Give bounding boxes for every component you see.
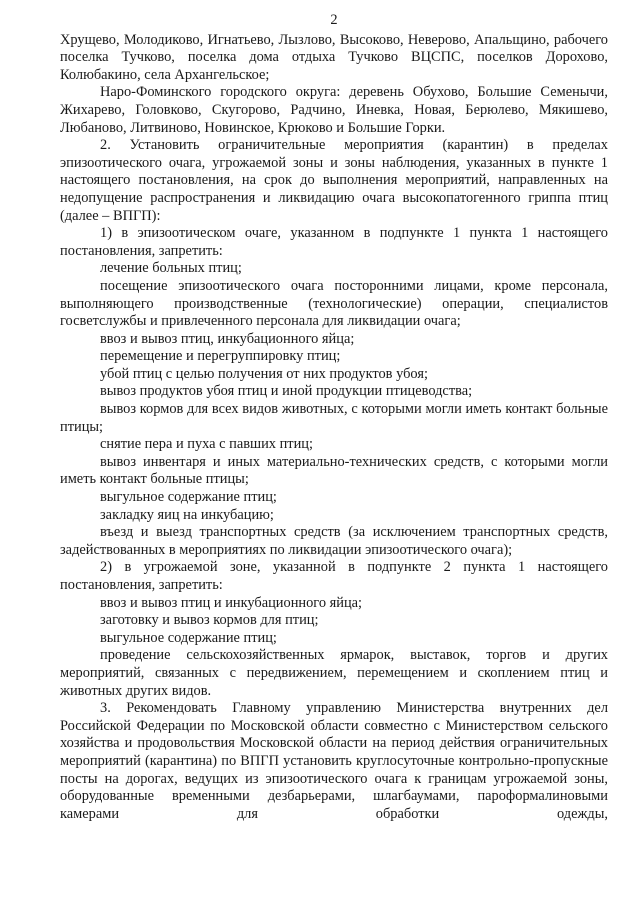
list-item-relocation: перемещение и перегруппировку птиц;: [100, 348, 341, 365]
list-item-zone-import-export: ввоз и вывоз птиц и инкубационного яйца;: [100, 594, 363, 611]
list-item-visits: посещение эпизоотического очага посторонними лицами, кроме персонала, выполняющего производственные (технологические) операции, специалистов госветслужбы и привлеченного персонала для ликвидации очага;: [60, 277, 608, 330]
list-item-feathers: снятие пера и пуха с павших птиц;: [100, 436, 313, 453]
paragraph-item-3: 3. Рекомендовать Главному управлению Министерства внутренних дел Российской Федерации по Московской области совместно с Министерством сельского хозяйства и продовольствия Московской области на период действия ограничительных мероприятий (карантина) по ВПГП установить круглосуточные контрольно-пропускные посты на дорогах, ведущих из эпизоотического очага к границам угрожаемой зоны, оборудованные временными дезбарьерами, шлагбаумами, пароформалиновыми камерами для обработки одежды,: [60, 700, 608, 822]
paragraph-subitem-1: 1) в эпизоотическом очаге, указанном в подпункте 1 пункта 1 настоящего постановления, запретить:: [60, 225, 608, 259]
list-item-products: вывоз продуктов убоя птиц и иной продукции птицеводства;: [100, 383, 473, 400]
paragraph-item-2: 2. Установить ограничительные мероприятия (карантин) в пределах эпизоотического очага, угрожаемой зоны и зоны наблюдения, указанных в пункте 1 настоящего постановления, на срок до выполнения мероприятий, направленных на недопущение распространения и ликвидацию очага высокопатогенного гриппа птиц (далее – ВПГП):: [60, 137, 608, 224]
list-item-zone-free-range: выгульное содержание птиц;: [100, 629, 277, 646]
list-item-treatment: лечение больных птиц;: [100, 260, 242, 277]
list-item-vehicles: въезд и выезд транспортных средств (за исключением транспортных средств, задействованных в мероприятиях по ликвидации эпизоотического очага);: [60, 524, 608, 558]
list-item-free-range: выгульное содержание птиц;: [100, 489, 277, 506]
list-item-incubation: закладку яиц на инкубацию;: [100, 506, 274, 523]
document-page: [60, 12, 608, 823]
paragraph-subitem-2: 2) в угрожаемой зоне, указанной в подпункте 2 пункта 1 настоящего постановления, запретить:: [60, 559, 608, 593]
list-item-inventory: вывоз инвентаря и иных материально-технических средств, с которыми могли иметь контакт больные птицы;: [60, 453, 608, 488]
list-item-feed: вывоз кормов для всех видов животных, с которыми могли иметь контакт больные птицы;: [60, 401, 608, 435]
list-item-import-export: ввоз и вывоз птиц, инкубационного яйца;: [100, 330, 355, 347]
list-item-zone-feed: заготовку и вывоз кормов для птиц;: [100, 612, 319, 629]
paragraph-villages-continued: Хрущево, Молодиково, Игнатьево, Лызлово, Высоково, Неверово, Апальщино, рабочего поселка Тучково, поселка дома отдыха Тучково ВЦСПС, поселков Дорохово, Колюбакино, села Архангельское;: [60, 31, 608, 83]
list-item-slaughter: убой птиц с целью получения от них продуктов убоя;: [100, 365, 428, 382]
paragraph-naro-fominsk: Наро-Фоминского городского округа: деревень Обухово, Большие Семенычи, Жихарево, Головково, Скугорово, Радчино, Иневка, Новая, Берюлево, Мякишево, Любаново, Литвиново, Новинское, Крюково и Большие Горки.: [60, 84, 608, 136]
list-item-zone-fairs: проведение сельскохозяйственных ярмарок, выставок, торгов и других мероприятий, связанных с передвижением, перемещением и скоплением птиц и животных других видов.: [60, 647, 608, 699]
page-number: 2: [330, 12, 338, 28]
